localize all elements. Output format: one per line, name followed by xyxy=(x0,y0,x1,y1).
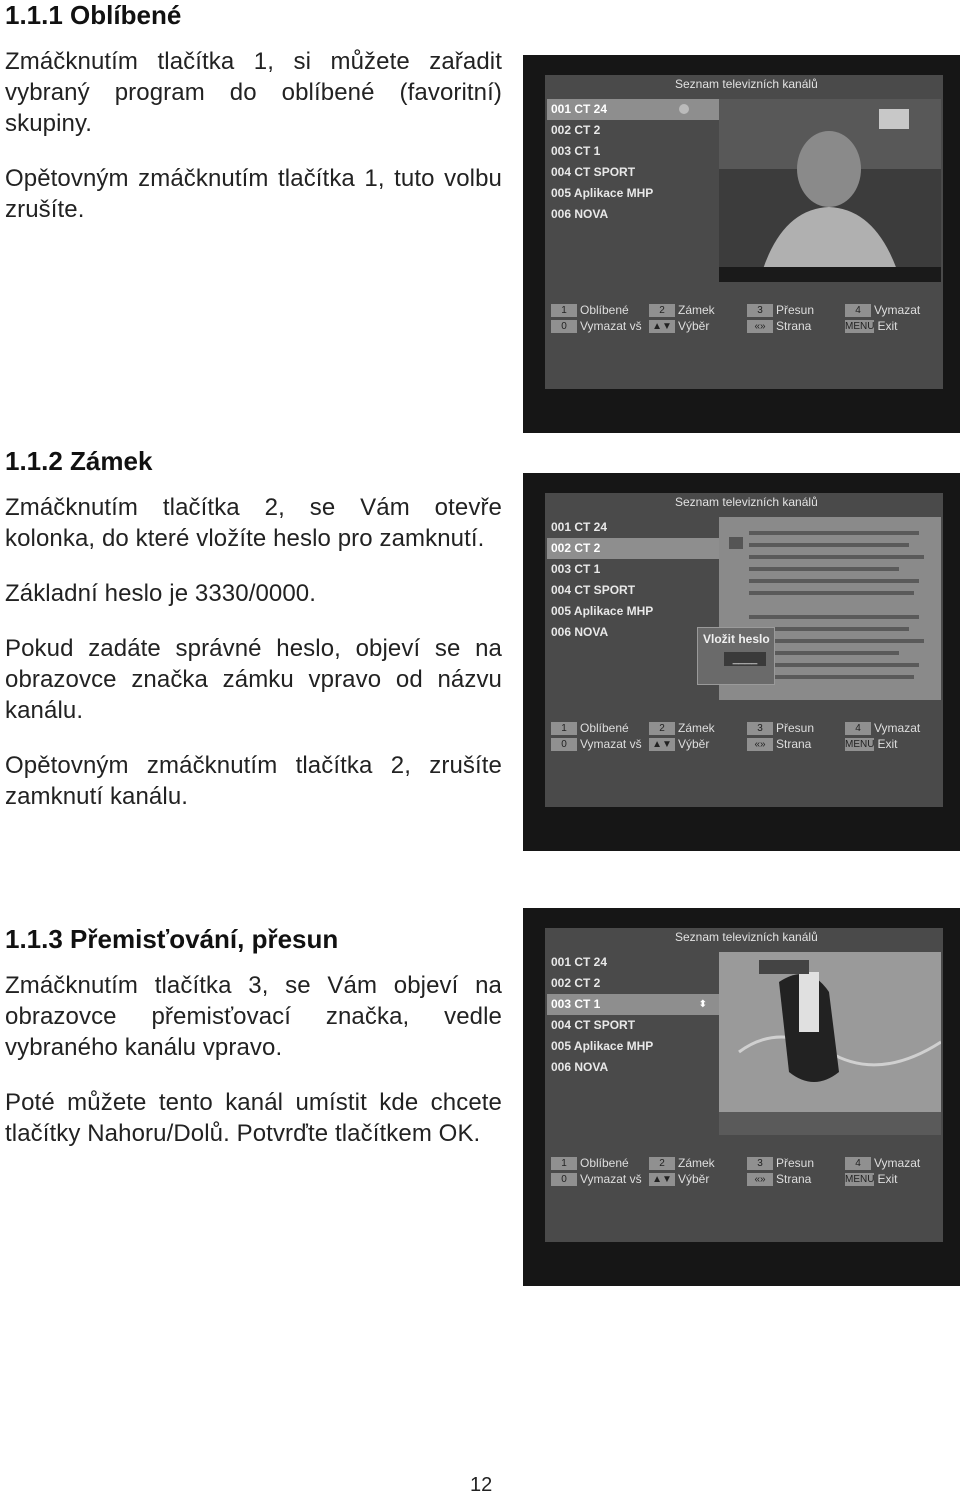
legend-favorites: 1 Oblíbené xyxy=(551,303,629,317)
tv-screenshot-lock xyxy=(523,473,960,851)
legend-move: 3 Přesun xyxy=(747,721,814,735)
channel-item[interactable]: 001 CT 24 xyxy=(547,99,723,120)
legend-exit: MENU Exit xyxy=(845,319,898,333)
channel-item[interactable]: 004 CT SPORT xyxy=(551,1018,636,1032)
legend-delete: 4 Vymazat xyxy=(845,303,920,317)
channel-list-screen xyxy=(545,75,943,389)
channel-list xyxy=(547,517,723,643)
legend-move: 3 Přesun xyxy=(747,303,814,317)
paragraph: Zmáčknutím tlačítka 1, si můžete zařadit vybraný program do oblíbené (favoritní) skupiny. xyxy=(5,48,502,137)
key-legend xyxy=(551,303,937,335)
channel-item[interactable]: 004 CT SPORT xyxy=(551,165,636,179)
section-move xyxy=(5,924,502,1173)
tv-screenshot-move xyxy=(523,908,960,1286)
legend-delete: 4 Vymazat xyxy=(845,721,920,735)
favorite-icon xyxy=(679,104,689,114)
channel-item[interactable]: 005 Aplikace MHP xyxy=(551,1039,654,1053)
channel-item[interactable]: 004 CT SPORT xyxy=(551,583,636,597)
legend-page: «» Strana xyxy=(747,737,811,751)
legend-delete: 4 Vymazat xyxy=(845,1156,920,1170)
channel-item[interactable]: 001 CT 24 xyxy=(551,520,608,534)
legend-exit: MENU Exit xyxy=(845,1172,898,1186)
legend-lock: 2 Zámek xyxy=(649,1156,715,1170)
paragraph: Zmáčknutím tlačítka 2, se Vám otevře kolonka, do které vložíte heslo pro zamknutí. xyxy=(5,494,502,552)
legend-lock: 2 Zámek xyxy=(649,303,715,317)
legend-select: ▲▼ Výběr xyxy=(649,737,709,751)
channel-item[interactable]: 002 CT 2 xyxy=(551,123,601,137)
section-heading: 1.1.1 Oblíbené xyxy=(5,0,182,30)
video-preview xyxy=(719,99,941,282)
password-label: Vložit heslo xyxy=(703,632,770,646)
legend-lock: 2 Zámek xyxy=(649,721,715,735)
channel-list-screen xyxy=(545,928,943,1242)
paragraph: Opětovným zmáčknutím tlačítka 2, zrušíte zamknutí kanálu. xyxy=(5,752,502,810)
legend-delete-all: 0 Vymazat vš xyxy=(551,319,642,333)
screen-title: Seznam televizních kanálů xyxy=(675,495,818,509)
legend-move: 3 Přesun xyxy=(747,1156,814,1170)
channel-list-screen xyxy=(545,493,943,807)
password-dialog xyxy=(697,627,775,685)
paragraph: Zmáčknutím tlačítka 3, se Vám objeví na obrazovce přemisťovací značka, vedle vybraného kanálu vpravo. xyxy=(5,972,502,1061)
screen-title: Seznam televizních kanálů xyxy=(675,930,818,944)
section-heading: 1.1.2 Zámek xyxy=(5,446,153,476)
legend-select: ▲▼ Výběr xyxy=(649,1172,709,1186)
channel-item[interactable]: 006 NOVA xyxy=(551,207,609,221)
page-number: 12 xyxy=(470,1474,493,1496)
key-legend xyxy=(551,1156,937,1188)
tv-screenshot-favorites xyxy=(523,55,960,433)
channel-item[interactable]: 006 NOVA xyxy=(551,625,609,639)
legend-delete-all: 0 Vymazat vš xyxy=(551,1172,642,1186)
legend-exit: MENU Exit xyxy=(845,737,898,751)
channel-item[interactable]: 002 CT 2 xyxy=(551,976,601,990)
paragraph: Pokud zadáte správné heslo, objeví se na obrazovce značka zámku vpravo od názvu kanálu. xyxy=(5,635,502,724)
password-input[interactable]: ____ xyxy=(724,652,766,666)
screen-title: Seznam televizních kanálů xyxy=(675,77,818,91)
channel-item[interactable]: 003 CT 1 xyxy=(551,562,601,576)
legend-favorites: 1 Oblíbené xyxy=(551,1156,629,1170)
channel-list xyxy=(547,99,723,225)
legend-select: ▲▼ Výběr xyxy=(649,319,709,333)
paragraph: Základní heslo je 3330/0000. xyxy=(5,580,317,607)
channel-list xyxy=(547,952,723,1078)
channel-item[interactable]: 003 CT 1 ⬍ xyxy=(547,994,723,1015)
channel-item[interactable]: 005 Aplikace MHP xyxy=(551,604,654,618)
video-preview xyxy=(719,952,941,1135)
legend-page: «» Strana xyxy=(747,319,811,333)
move-icon: ⬍ xyxy=(698,999,707,1010)
legend-favorites: 1 Oblíbené xyxy=(551,721,629,735)
section-favorites xyxy=(5,0,502,249)
legend-delete-all: 0 Vymazat vš xyxy=(551,737,642,751)
channel-item[interactable]: 003 CT 1 xyxy=(551,144,601,158)
paragraph: Opětovným zmáčknutím tlačítka 1, tuto volbu zrušíte. xyxy=(5,165,502,223)
key-legend xyxy=(551,721,937,753)
legend-page: «» Strana xyxy=(747,1172,811,1186)
channel-item[interactable]: 001 CT 24 xyxy=(551,955,608,969)
section-lock xyxy=(5,446,502,836)
channel-item[interactable]: 006 NOVA xyxy=(551,1060,609,1074)
section-heading: 1.1.3 Přemisťování, přesun xyxy=(5,924,339,954)
channel-item[interactable]: 002 CT 2 xyxy=(547,538,723,559)
channel-item[interactable]: 005 Aplikace MHP xyxy=(551,186,654,200)
paragraph: Poté můžete tento kanál umístit kde chcete tlačítky Nahoru/Dolů. Potvrďte tlačítkem OK. xyxy=(5,1089,502,1147)
